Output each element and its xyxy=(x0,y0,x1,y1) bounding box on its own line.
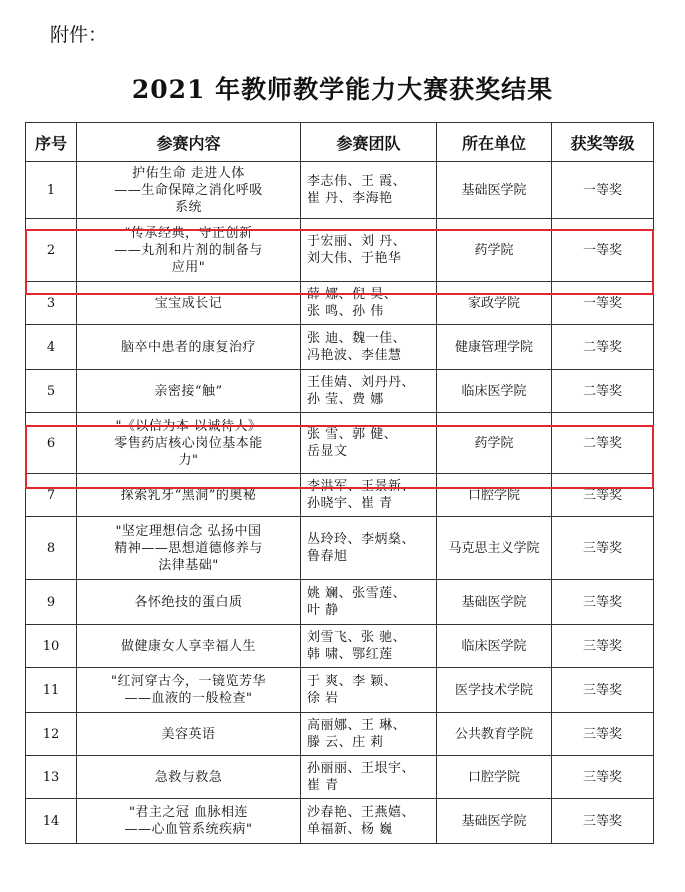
table-row xyxy=(26,713,654,756)
cell-no xyxy=(26,413,77,474)
content-line: "《以信为本 以诚待人》 xyxy=(115,418,262,434)
team-line: 于 爽、李 颖、 xyxy=(307,674,398,689)
cell-team xyxy=(301,756,437,799)
cell-no-text: 1 xyxy=(46,182,56,198)
cell-no-text: 12 xyxy=(42,726,60,742)
cell-unit-text: 家政学院 xyxy=(467,295,520,311)
content-line: 力" xyxy=(178,452,199,468)
table-row xyxy=(26,162,654,219)
table-row xyxy=(26,625,654,668)
cell-content xyxy=(77,162,301,219)
team-line: 单福新、杨 巍 xyxy=(307,822,393,837)
cell-team xyxy=(301,474,437,517)
content-line: 系统 xyxy=(174,199,202,215)
team-line: 张 雪、郭 健、 xyxy=(307,427,398,442)
cell-team xyxy=(301,370,437,413)
cell-content xyxy=(77,219,301,282)
team-line: 崔 青 xyxy=(307,778,339,793)
team-line: 刘雪飞、张 驰、 xyxy=(307,630,407,645)
cell-unit xyxy=(437,713,552,756)
cell-unit-text: 公共教育学院 xyxy=(454,726,533,742)
cell-team xyxy=(301,713,437,756)
cell-unit-text: 健康管理学院 xyxy=(454,339,533,355)
team-line: 丛玲玲、李炳燊、 xyxy=(307,532,416,547)
cell-unit-text: 医学技术学院 xyxy=(454,682,533,698)
content-line: 护佑生命 走进人体 xyxy=(132,165,245,181)
cell-content xyxy=(77,756,301,799)
cell-unit-text: 药学院 xyxy=(474,435,514,451)
team-line: 刘大伟、于艳华 xyxy=(307,251,402,266)
cell-content xyxy=(77,474,301,517)
attachment-label: 附件： xyxy=(50,24,108,46)
cell-level xyxy=(552,517,654,580)
cell-team xyxy=(301,162,437,219)
team-line: 岳显文 xyxy=(307,444,348,459)
table-row xyxy=(26,580,654,625)
team-line: 孙晓宇、崔 青 xyxy=(307,496,393,511)
cell-unit xyxy=(437,580,552,625)
team-line: 于宏丽、刘 丹、 xyxy=(307,234,407,249)
table-row xyxy=(26,282,654,325)
cell-team xyxy=(301,413,437,474)
cell-no-text: 9 xyxy=(46,594,56,610)
cell-no-text: 10 xyxy=(42,638,60,654)
content-line: 零售药店核心岗位基本能 xyxy=(114,435,263,451)
cell-unit xyxy=(437,756,552,799)
content-line: 亲密接“触” xyxy=(154,383,223,399)
cell-level xyxy=(552,756,654,799)
cell-team xyxy=(301,580,437,625)
content-line: 急救与救急 xyxy=(154,769,223,785)
cell-unit-text: 口腔学院 xyxy=(467,487,520,503)
cell-level xyxy=(552,282,654,325)
header-team: 参赛团队 xyxy=(301,123,437,162)
content-line: "君主之冠 血脉相连 xyxy=(128,805,249,820)
header-no: 序号 xyxy=(26,123,77,162)
cell-level-text: 二等奖 xyxy=(582,339,622,355)
cell-no-text: 4 xyxy=(46,339,56,355)
table-header-row xyxy=(26,123,654,162)
cell-level xyxy=(552,474,654,517)
cell-unit-text: 药学院 xyxy=(474,242,514,258)
content-line: 应用" xyxy=(171,259,206,275)
cell-no-text: 5 xyxy=(46,383,56,399)
cell-unit-text: 口腔学院 xyxy=(467,769,520,785)
content-line: 脑卒中患者的康复治疗 xyxy=(120,339,256,355)
cell-level-text: 一等奖 xyxy=(582,242,622,258)
page-title: 2021 年教师教学能力大赛获奖结果 xyxy=(131,75,554,104)
cell-content xyxy=(77,282,301,325)
cell-no xyxy=(26,282,77,325)
cell-no xyxy=(26,668,77,713)
cell-level-text: 一等奖 xyxy=(582,295,622,311)
cell-level xyxy=(552,162,654,219)
team-line: 滕 云、庄 莉 xyxy=(307,735,384,750)
cell-team xyxy=(301,517,437,580)
cell-content xyxy=(77,668,301,713)
cell-content xyxy=(77,713,301,756)
cell-level-text: 三等奖 xyxy=(582,487,622,503)
cell-unit-text: 临床医学院 xyxy=(461,638,527,654)
cell-team xyxy=(301,799,437,844)
content-line: 精神——思想道德修养与 xyxy=(114,540,263,556)
cell-no-text: 3 xyxy=(46,295,56,311)
table-row xyxy=(26,756,654,799)
cell-team xyxy=(301,282,437,325)
content-line: "红河穿古今，一镜览芳华 xyxy=(111,674,266,689)
cell-team xyxy=(301,625,437,668)
cell-no-text: 11 xyxy=(42,682,60,698)
cell-unit xyxy=(437,517,552,580)
team-line: 张 鸣、孙 伟 xyxy=(307,304,384,319)
cell-content xyxy=(77,325,301,370)
team-line: 李志伟、王 霞、 xyxy=(307,174,407,189)
table-row xyxy=(26,219,654,282)
cell-no xyxy=(26,799,77,844)
team-line: 张 迪、魏一佳、 xyxy=(307,331,407,346)
cell-unit-text: 基础医学院 xyxy=(461,594,527,610)
content-line: 法律基础" xyxy=(158,557,219,573)
cell-unit xyxy=(437,474,552,517)
team-line: 叶 静 xyxy=(307,603,339,618)
cell-unit-text: 基础医学院 xyxy=(461,813,527,829)
cell-unit xyxy=(437,413,552,474)
cell-unit xyxy=(437,625,552,668)
header-level: 获奖等级 xyxy=(552,123,654,162)
cell-no-text: 14 xyxy=(42,813,60,829)
cell-no xyxy=(26,162,77,219)
team-line: 韩 啸、鄂红莲 xyxy=(307,647,393,662)
content-line: ——丸剂和片剂的制备与 xyxy=(114,242,263,258)
cell-level-text: 三等奖 xyxy=(582,813,622,829)
content-line: 各怀绝技的蛋白质 xyxy=(134,594,243,610)
cell-content xyxy=(77,413,301,474)
cell-level xyxy=(552,713,654,756)
cell-no-text: 7 xyxy=(46,487,56,503)
content-line: 探索乳牙“黑洞”的奥秘 xyxy=(120,487,257,503)
cell-content xyxy=(77,517,301,580)
team-line: 姚 斓、张雪莲、 xyxy=(307,586,407,601)
cell-unit xyxy=(437,325,552,370)
table-row xyxy=(26,799,654,844)
cell-no xyxy=(26,325,77,370)
cell-level-text: 三等奖 xyxy=(582,594,622,610)
team-line: 薛 娜、倪 昊、 xyxy=(307,287,398,302)
team-line: 孙 莹、费 娜 xyxy=(307,392,384,407)
content-line: "坚定理想信念 弘扬中国 xyxy=(115,523,262,539)
cell-unit xyxy=(437,370,552,413)
table-row xyxy=(26,413,654,474)
cell-no xyxy=(26,517,77,580)
table-row xyxy=(26,474,654,517)
content-line: ——生命保障之消化呼吸 xyxy=(114,182,263,198)
cell-level-text: 二等奖 xyxy=(582,383,622,399)
content-line: "传承经典，守正创新 xyxy=(124,225,253,241)
content-line: 美容英语 xyxy=(161,726,216,742)
cell-no-text: 13 xyxy=(42,769,60,785)
cell-no xyxy=(26,625,77,668)
team-line: 徐 岩 xyxy=(307,691,339,706)
cell-no-text: 6 xyxy=(46,435,56,451)
cell-content xyxy=(77,625,301,668)
cell-unit-text: 马克思主义学院 xyxy=(448,540,540,556)
cell-level-text: 三等奖 xyxy=(582,638,622,654)
team-line: 沙春艳、王燕嬉、 xyxy=(307,805,416,820)
cell-no xyxy=(26,474,77,517)
header-unit: 所在单位 xyxy=(437,123,552,162)
cell-level-text: 三等奖 xyxy=(582,769,622,785)
team-line: 高丽娜、王 琳、 xyxy=(307,718,407,733)
table-row xyxy=(26,370,654,413)
cell-unit xyxy=(437,219,552,282)
table-row xyxy=(26,668,654,713)
cell-no xyxy=(26,580,77,625)
cell-level-text: 三等奖 xyxy=(582,540,622,556)
team-line: 王佳婧、刘丹丹、 xyxy=(307,375,416,390)
cell-no xyxy=(26,370,77,413)
cell-no xyxy=(26,756,77,799)
cell-no xyxy=(26,219,77,282)
team-line: 鲁春旭 xyxy=(307,549,348,564)
cell-level-text: 二等奖 xyxy=(582,435,622,451)
cell-level xyxy=(552,325,654,370)
cell-team xyxy=(301,325,437,370)
cell-unit xyxy=(437,162,552,219)
cell-unit xyxy=(437,282,552,325)
cell-level xyxy=(552,370,654,413)
cell-level-text: 三等奖 xyxy=(582,682,622,698)
team-line: 崔 丹、李海艳 xyxy=(307,191,393,206)
cell-no-text: 8 xyxy=(46,540,56,556)
content-line: ——心血管系统疾病" xyxy=(124,822,253,837)
cell-no-text: 2 xyxy=(46,242,56,258)
team-line: 冯艳波、李佳慧 xyxy=(307,348,402,363)
cell-level-text: 一等奖 xyxy=(582,182,622,198)
content-line: 做健康女人享幸福人生 xyxy=(120,638,256,654)
cell-level xyxy=(552,799,654,844)
cell-unit-text: 基础医学院 xyxy=(461,182,527,198)
cell-no xyxy=(26,713,77,756)
team-line: 李洪军、王景新、 xyxy=(307,479,416,494)
cell-unit xyxy=(437,799,552,844)
team-line: 孙丽丽、王垠宇、 xyxy=(307,761,416,776)
cell-team xyxy=(301,219,437,282)
cell-level xyxy=(552,580,654,625)
cell-unit-text: 临床医学院 xyxy=(461,383,527,399)
cell-content xyxy=(77,370,301,413)
cell-level xyxy=(552,219,654,282)
cell-level xyxy=(552,668,654,713)
cell-level xyxy=(552,625,654,668)
content-line: 宝宝成长记 xyxy=(154,295,223,311)
cell-content xyxy=(77,580,301,625)
content-line: ——血液的一般检查" xyxy=(124,691,253,706)
table-row xyxy=(26,517,654,580)
cell-content xyxy=(77,799,301,844)
cell-level xyxy=(552,413,654,474)
table-row xyxy=(26,325,654,370)
awards-table xyxy=(25,122,654,844)
cell-team xyxy=(301,668,437,713)
cell-unit xyxy=(437,668,552,713)
cell-level-text: 三等奖 xyxy=(582,726,622,742)
header-content: 参赛内容 xyxy=(77,123,301,162)
